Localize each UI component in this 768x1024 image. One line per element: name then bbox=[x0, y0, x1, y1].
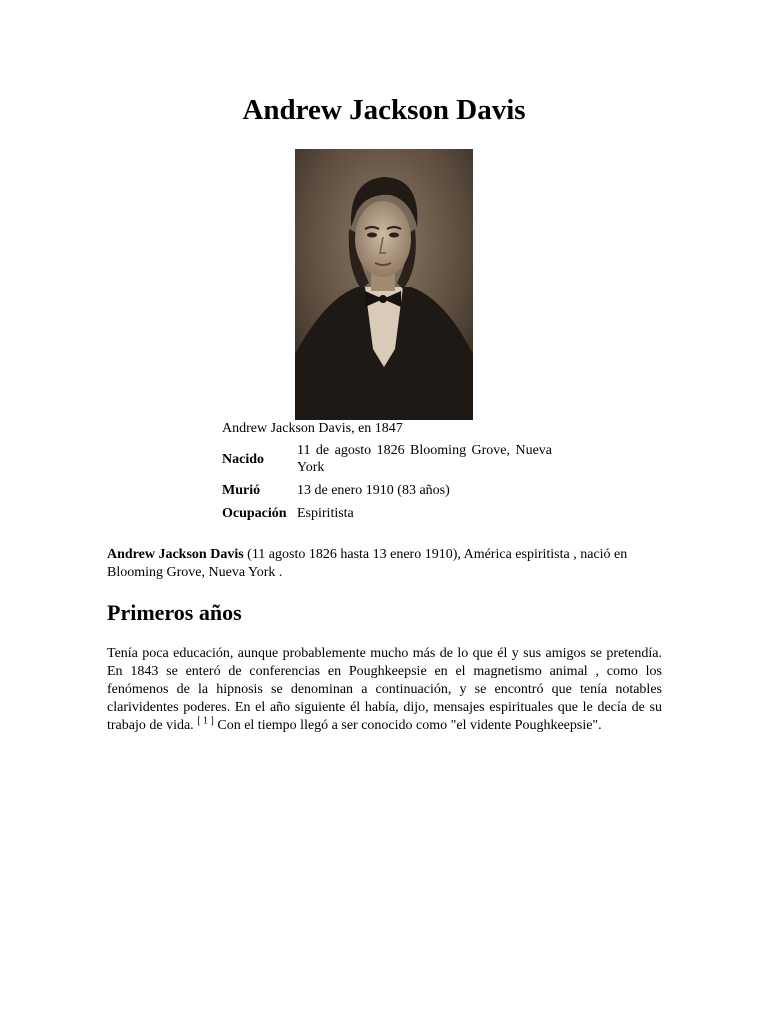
portrait-caption: Andrew Jackson Davis, en 1847 bbox=[222, 421, 403, 436]
infobox-value: 11 de agosto 1826 Blooming Grove, Nueva York bbox=[297, 443, 552, 475]
paragraph-text-end: Con el tiempo llegó a ser conocido como "el vidente Poughkeepsie". bbox=[213, 718, 602, 733]
infobox-value: 13 de enero 1910 (83 años) bbox=[297, 483, 450, 498]
infobox-value: Espiritista bbox=[297, 506, 354, 521]
section-paragraph bbox=[107, 645, 662, 735]
paragraph-text: Tenía poca educación, aunque probablemente mucho más de lo que él y sus amigos se pretendía. En 1843 se enteró de conferencias en Poughkeepsie en el magnetismo animal , como los fenómenos de la hipnosis se denominan a continuación, y se encontró que tenía notables clarividentes poderes. En el año siguiente él había, dijo, mensajes espirituales que le decía de su trabajo de vida. bbox=[107, 646, 662, 733]
portrait-engraving bbox=[295, 149, 473, 420]
intro-paragraph bbox=[107, 546, 663, 582]
portrait-image bbox=[295, 149, 473, 420]
infobox-label: Ocupación bbox=[222, 506, 287, 521]
reference-link[interactable]: [ 1 ] bbox=[197, 715, 214, 727]
infobox bbox=[222, 420, 552, 528]
intro-bold-name: Andrew Jackson Davis bbox=[107, 547, 244, 562]
intro-text: (11 agosto 1826 hasta 13 enero 1910), América espiritista , nació en Blooming Grove, Nueva York . bbox=[107, 547, 628, 580]
infobox-row-occupation bbox=[222, 505, 552, 522]
page-title: Andrew Jackson Davis bbox=[242, 94, 526, 126]
infobox-label: Murió bbox=[222, 483, 261, 498]
section-heading: Primeros años bbox=[107, 600, 242, 625]
infobox-label: Nacido bbox=[222, 451, 264, 467]
infobox-row-died bbox=[222, 482, 552, 499]
infobox-row-born bbox=[222, 442, 552, 476]
